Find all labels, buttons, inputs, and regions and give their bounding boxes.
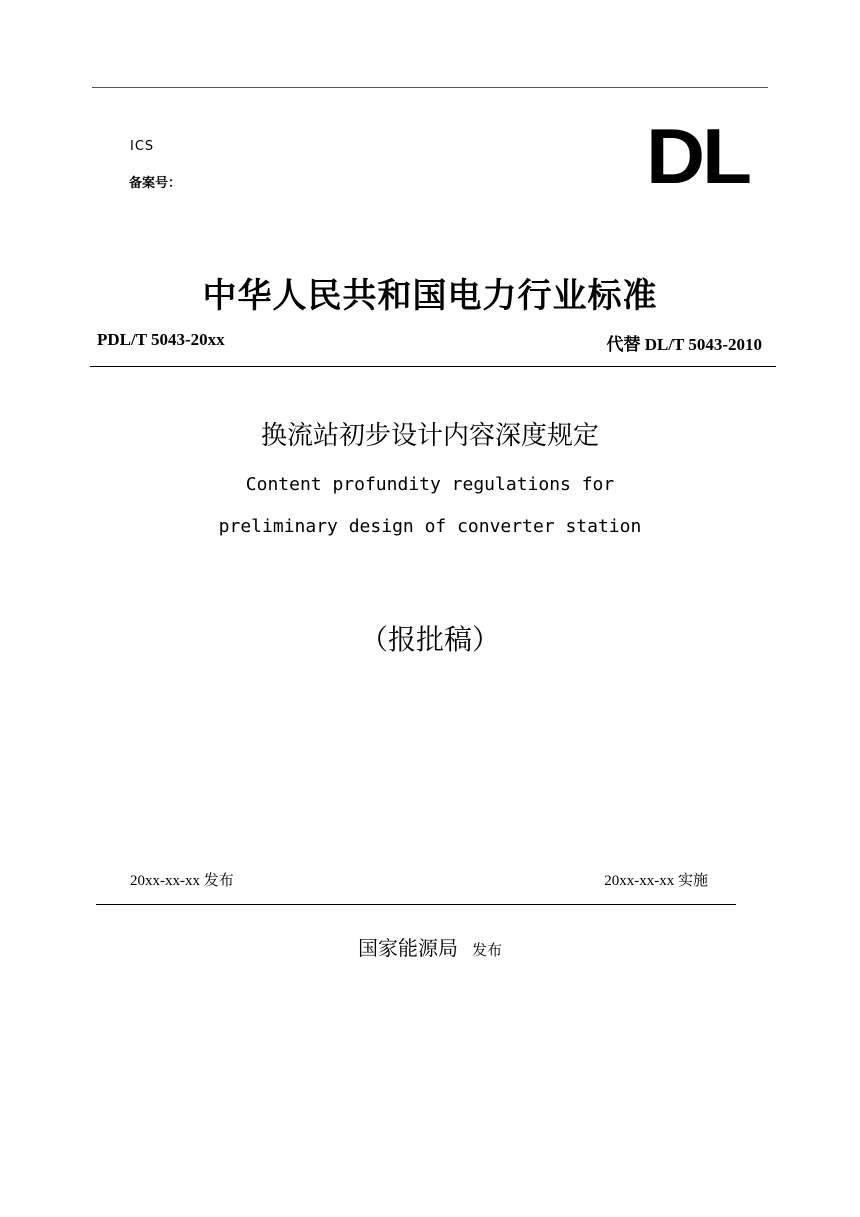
draft-status: （报批稿） <box>359 623 500 656</box>
footer-divider <box>96 904 736 905</box>
dl-logo: DL <box>646 112 749 200</box>
replaced-standard: 代替 DL/T 5043-2010 <box>606 335 762 354</box>
header-divider <box>90 366 776 367</box>
ics-label: ICS <box>130 139 155 154</box>
publish-date: 20xx-xx-xx 发布 <box>130 873 234 889</box>
document-title-english-line1: Content profundity regulations for <box>245 474 615 495</box>
standard-category-title: 中华人民共和国电力行业标准 <box>202 276 658 316</box>
implementation-date: 20xx-xx-xx 实施 <box>604 873 708 889</box>
standard-number: PDL/T 5043-20xx <box>97 330 225 349</box>
document-title-english-line2: preliminary design of converter station <box>218 516 642 537</box>
issuer-name: 国家能源局 <box>357 936 458 960</box>
issuer <box>0 932 860 961</box>
issuer-suffix: 发布 <box>471 941 502 959</box>
top-divider <box>92 87 768 88</box>
record-number-label: 备案号： <box>129 176 182 191</box>
document-title-chinese: 换流站初步设计内容深度规定 <box>260 421 599 451</box>
